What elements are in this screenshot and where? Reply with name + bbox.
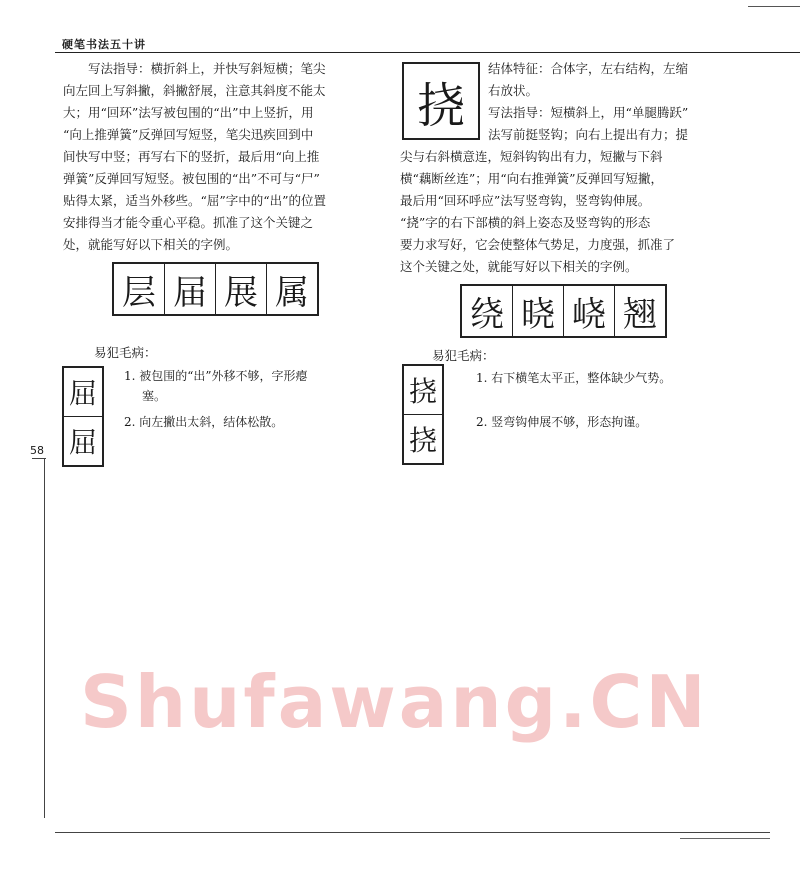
right-line-1: 结体特征：合体字，左右结构，左缩 [488,61,689,76]
left-example-char-2: 届 [165,264,216,314]
left-line-9: 处，就能写好以下相关的字例。 [63,237,239,252]
left-line-4: “向上推弹簧”反弹回写短竖，笔尖迅疾回到中 [63,127,314,142]
right-example-char-2: 晓 [513,286,564,336]
right-errors-label: 易犯毛病： [432,348,495,363]
right-example-char-3: 峣 [564,286,615,336]
right-line-10: 这个关键之处，就能写好以下相关的字例。 [400,259,638,274]
site-watermark: Shufawang.CN [80,660,709,744]
left-line-3: 大；用“回环”法写被包围的“出”中上竖折，用 [63,105,314,120]
left-line-8: 安排得当才能令重心平稳。抓准了这个关键之 [63,215,314,230]
left-errors-label: 易犯毛病： [94,345,157,360]
right-error-characters [402,364,444,465]
left-error-char-2: 屈 [68,426,97,459]
left-margin-rule [44,458,45,818]
right-error-1: 1. 右下横笔太平正，整体缺少气势。 [476,371,672,385]
right-line-7: 最后用“回环呼应”法写竖弯钩，竖弯钩伸展。 [400,193,651,208]
left-line-5: 间快写中竖；再写右下的竖折，最后用“向上推 [63,149,320,164]
right-example-char-1: 绕 [462,286,513,336]
right-line-8: “挠”字的右下部横的斜上姿态及竖弯钩的形态 [400,215,651,230]
left-error-1-cont: 塞。 [142,389,167,403]
right-line-3: 写法指导：短横斜上，用“单腿腾跃” [488,105,689,120]
header-title: 硬笔书法五十讲 [62,38,146,51]
left-error-char-1: 屈 [64,368,102,417]
right-example-characters [460,284,667,338]
left-line-2: 向左回上写斜撇，斜撇舒展，注意其斜度不能太 [63,83,326,98]
right-line-2: 右放状。 [488,83,539,98]
header-corner-rule [748,0,800,7]
left-line-6: 弹簧”反弹回写短竖。被包围的“出”不可与“尸” [63,171,320,186]
footer-rule-short [680,838,770,839]
footer-rule [55,832,770,833]
left-example-char-3: 展 [216,264,267,314]
right-example-char-4: 翘 [623,294,657,335]
left-line-7: 贴得太紧，适当外移些。“屈”字中的“出”的位置 [63,193,327,208]
left-error-2: 2. 向左撇出太斜，结体松散。 [124,415,284,429]
header-rule [55,52,800,53]
left-guidance-paragraph [63,58,385,256]
right-line-6: 横“藕断丝连”；用“向右推弹簧”反弹回写短撇， [400,171,664,186]
right-guidance-paragraph [400,146,740,278]
right-error-2: 2. 竖弯钩伸展不够，形态拘谨。 [476,415,648,429]
left-error-characters [62,366,104,467]
left-example-characters [112,262,319,316]
right-line-4: 法写前挺竖钩；向右上提出有力；提 [488,127,689,142]
left-line-1: 写法指导：横折斜上，并快写斜短横；笔尖 [88,61,326,76]
right-line-5: 尖与右斜横意连，短斜钩钩出有力，短撇与下斜 [400,149,663,164]
left-error-1: 1. 被包围的“出”外移不够，字形瘪 [124,369,308,383]
right-intro-paragraph [488,58,740,146]
right-error-list [476,368,736,438]
right-error-char-1: 挠 [404,366,442,415]
right-line-9: 要力求写好，它会使整体气势足，力度强，抓准了 [400,237,676,252]
right-main-character: 挠 [402,62,480,140]
left-error-list [124,366,384,438]
page-number: 58 [30,444,44,457]
right-error-char-2: 挠 [408,424,437,457]
left-example-char-4: 属 [275,272,309,313]
left-example-char-1: 层 [114,264,165,314]
